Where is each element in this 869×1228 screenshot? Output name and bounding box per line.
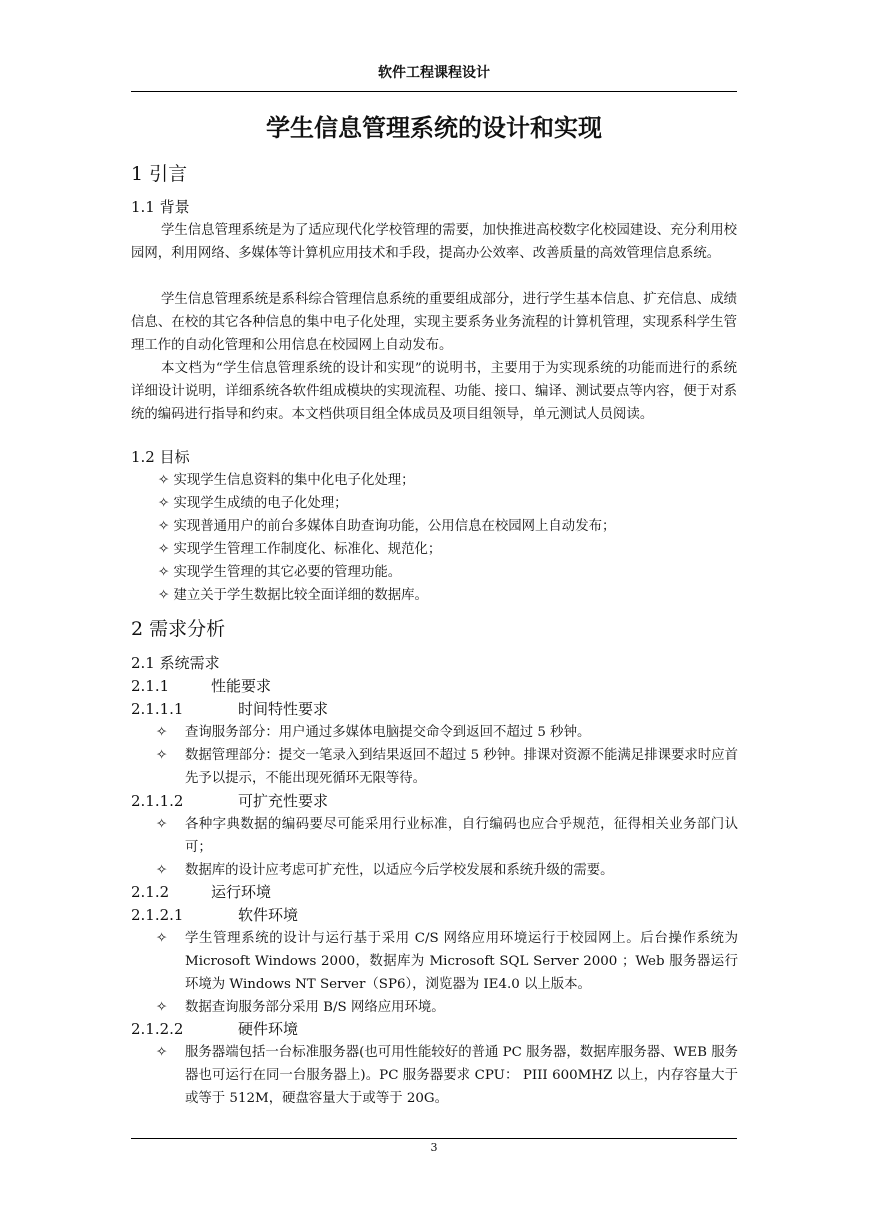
paragraph-background-3: 本文档为“学生信息管理系统的设计和实现”的说明书，主要用于为实现系统的功能而进行的系统详细设计说明，详细系统各软件组成模块的实现流程、功能、接口、编译、测试要点等内容，便于对系统的编码进行指导和约束。本文档供项目组全体成员及项目组领导，单元测试人员阅读。 bbox=[131, 361, 737, 422]
bullet-item bbox=[156, 744, 738, 790]
heading-text: 运行环境 bbox=[211, 883, 272, 901]
heading-number: 2.1.2.1 bbox=[131, 906, 184, 924]
heading-text: 可扩充性要求 bbox=[238, 792, 329, 810]
paragraph-background-2: 学生信息管理系统是系科综合管理信息系统的重要组成部分，进行学生基本信息、扩充信息、成绩信息、在校的其它各种信息的集中电子化处理，实现主要系务业务流程的计算机管理，实现系科学生管理工作的自动化管理和公用信息在校园网上自动发布。 bbox=[131, 292, 737, 353]
heading-2-1-2-1 bbox=[131, 904, 299, 926]
goal-item: ✧ 实现学生管理的其它必要的管理功能。 bbox=[158, 565, 402, 580]
heading-text: 性能要求 bbox=[211, 677, 272, 695]
heading-number: 2.1.2.2 bbox=[131, 1020, 184, 1038]
paragraph-background-1: 学生信息管理系统是为了适应现代化学校管理的需要，加快推进高校数字化校园建设、充分利用校园网，利用网络、多媒体等计算机应用技术和手段，提高办公效率、改善质量的高效管理信息系统。 bbox=[131, 223, 737, 261]
heading-text: 软件环境 bbox=[238, 906, 299, 924]
bullet-diamond-icon: ✧ bbox=[156, 863, 168, 878]
subsection-heading-1-2: 1.2 目标 bbox=[131, 448, 190, 466]
bullet-text: 学生管理系统的设计与运行基于采用 C/S 网络应用环境运行于校园网上。后台操作系统为 Microsoft Windows 2000，数据库为 Microsoft SQL Server 2000 ；Web 服务器运行环境为 Windows NT Server（SP6），浏览器为 IE4.0 以上版本。 bbox=[185, 931, 738, 992]
footer-rule bbox=[131, 1138, 737, 1139]
heading-2-1-1-2 bbox=[131, 790, 329, 812]
subsection-heading-2-1: 2.1 系统需求 bbox=[131, 654, 220, 672]
goal-item: ✧ 实现学生管理工作制度化、标准化、规范化； bbox=[158, 542, 442, 557]
heading-number: 2.1.2 bbox=[131, 883, 170, 901]
bullet-diamond-icon: ✧ bbox=[156, 725, 168, 740]
bullet-diamond-icon: ✧ bbox=[156, 1045, 168, 1060]
section-heading-2: 2 需求分析 bbox=[131, 618, 226, 640]
heading-text: 时间特性要求 bbox=[238, 700, 329, 718]
section-heading-1: 1 引言 bbox=[131, 163, 188, 185]
heading-number: 2.1.1.2 bbox=[131, 792, 184, 810]
subsubsection-heading-2-1-1 bbox=[131, 675, 272, 697]
heading-number: 2.1.1 bbox=[131, 677, 170, 695]
bullet-diamond-icon: ✧ bbox=[156, 931, 168, 946]
bullet-item bbox=[156, 813, 738, 859]
bullet-diamond-icon: ✧ bbox=[156, 817, 168, 832]
heading-2-1-1-1 bbox=[131, 698, 329, 720]
heading-text: 硬件环境 bbox=[238, 1020, 299, 1038]
bullet-item bbox=[156, 996, 738, 1019]
bullet-item bbox=[156, 927, 738, 996]
bullet-text: 各种字典数据的编码要尽可能采用行业标准，自行编码也应合乎规范，征得相关业务部门认可； bbox=[185, 817, 738, 855]
document-title: 学生信息管理系统的设计和实现 bbox=[266, 114, 602, 142]
bullet-item bbox=[156, 721, 738, 744]
heading-2-1-2-2 bbox=[131, 1018, 299, 1040]
bullet-text: 数据库的设计应考虑可扩充性，以适应今后学校发展和系统升级的需要。 bbox=[185, 863, 614, 878]
bullet-text: 数据管理部分：提交一笔录入到结果返回不超过 5 秒钟。排课对资源不能满足排课要求时应首先予以提示，不能出现死循环无限等待。 bbox=[185, 748, 738, 786]
bullet-text: 数据查询服务部分采用 B/S 网络应用环境。 bbox=[185, 1000, 445, 1015]
bullet-item bbox=[156, 1041, 738, 1110]
bullet-text: 查询服务部分：用户通过多媒体电脑提交命令到返回不超过 5 秒钟。 bbox=[185, 725, 591, 740]
running-header: 软件工程课程设计 bbox=[378, 65, 490, 81]
bullet-item bbox=[156, 859, 738, 882]
subsection-heading-1-1: 1.1 背景 bbox=[131, 198, 190, 216]
page-number: 3 bbox=[430, 1141, 438, 1154]
subsubsection-heading-2-1-2 bbox=[131, 881, 272, 903]
heading-number: 2.1.1.1 bbox=[131, 700, 184, 718]
goal-item: ✧ 建立关于学生数据比较全面详细的数据库。 bbox=[158, 588, 428, 603]
goal-item: ✧ 实现学生成绩的电子化处理； bbox=[158, 496, 348, 511]
header-rule bbox=[131, 91, 737, 92]
bullet-diamond-icon: ✧ bbox=[156, 1000, 168, 1015]
goal-item: ✧ 实现学生信息资料的集中化电子化处理； bbox=[158, 473, 415, 488]
bullet-diamond-icon: ✧ bbox=[156, 748, 168, 763]
bullet-text: 服务器端包括一台标准服务器(也可用性能较好的普通 PC 服务器，数据库服务器、WEB 服务器也可运行在同一台服务器上)。PC 服务器要求 CPU： PIII 600MHZ 以上，内存容量大于或等于 512M，硬盘容量大于或等于 20G。 bbox=[185, 1045, 738, 1106]
goal-item: ✧ 实现普通用户的前台多媒体自助查询功能，公用信息在校园网上自动发布； bbox=[158, 519, 616, 534]
